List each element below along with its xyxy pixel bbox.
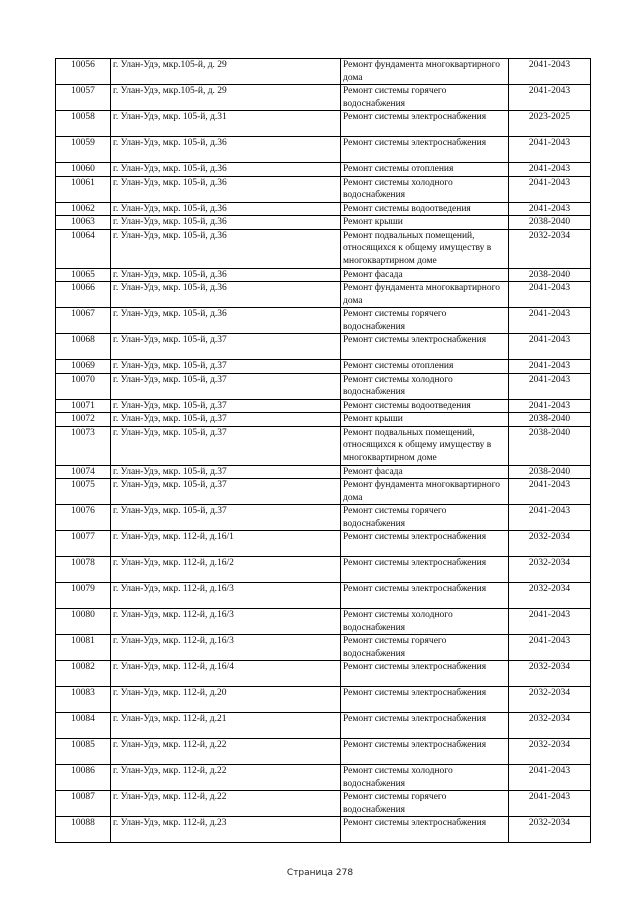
period-cell: 2041-2043 (509, 163, 591, 177)
period-cell: 2041-2043 (509, 334, 591, 360)
work-type-cell: Ремонт системы холодного водоснабжения (341, 373, 509, 399)
period-cell: 2023-2025 (509, 111, 591, 137)
period-cell: 2041-2043 (509, 635, 591, 661)
row-number-cell: 10058 (56, 111, 111, 137)
work-type-cell: Ремонт системы электроснабжения (341, 739, 509, 765)
table-row (56, 137, 591, 163)
row-number-cell: 10087 (56, 791, 111, 817)
address-cell: г. Улан-Удэ, мкр. 112-й, д.20 (111, 687, 341, 713)
address-cell: г. Улан-Удэ, мкр. 105-й, д.37 (111, 334, 341, 360)
address-cell: г. Улан-Удэ, мкр. 105-й, д.36 (111, 202, 341, 216)
address-cell: г. Улан-Удэ, мкр.105-й, д. 29 (111, 85, 341, 111)
work-type-cell: Ремонт системы электроснабжения (341, 334, 509, 360)
row-number-cell: 10056 (56, 59, 111, 85)
table-row (56, 229, 591, 268)
table-row (56, 399, 591, 413)
row-number-cell: 10076 (56, 505, 111, 531)
row-number-cell: 10065 (56, 268, 111, 282)
address-cell: г. Улан-Удэ, мкр. 112-й, д.22 (111, 739, 341, 765)
row-number-cell: 10069 (56, 360, 111, 374)
address-cell: г. Улан-Удэ, мкр. 105-й, д.36 (111, 216, 341, 230)
address-cell: г. Улан-Удэ, мкр. 112-й, д.16/2 (111, 557, 341, 583)
address-cell: г. Улан-Удэ, мкр. 112-й, д.16/3 (111, 583, 341, 609)
table-row (56, 163, 591, 177)
address-cell: г. Улан-Удэ, мкр. 105-й, д.37 (111, 505, 341, 531)
address-cell: г. Улан-Удэ, мкр. 105-й, д.36 (111, 176, 341, 202)
address-cell: г. Улан-Удэ, мкр. 105-й, д.37 (111, 413, 341, 427)
table-row (56, 85, 591, 111)
table-row (56, 334, 591, 360)
row-number-cell: 10074 (56, 465, 111, 479)
row-number-cell: 10077 (56, 531, 111, 557)
period-cell: 2032-2034 (509, 531, 591, 557)
work-type-cell: Ремонт системы горячего водоснабжения (341, 791, 509, 817)
row-number-cell: 10086 (56, 765, 111, 791)
repair-schedule-table (55, 58, 591, 843)
work-type-cell: Ремонт системы отопления (341, 360, 509, 374)
table-row (56, 531, 591, 557)
table-body (56, 59, 591, 843)
work-type-cell: Ремонт системы электроснабжения (341, 557, 509, 583)
address-cell: г. Улан-Удэ, мкр.105-й, д. 29 (111, 59, 341, 85)
address-cell: г. Улан-Удэ, мкр. 105-й, д.36 (111, 308, 341, 334)
row-number-cell: 10082 (56, 661, 111, 687)
table-row (56, 268, 591, 282)
address-cell: г. Улан-Удэ, мкр. 112-й, д.22 (111, 791, 341, 817)
table-row (56, 557, 591, 583)
period-cell: 2038-2040 (509, 216, 591, 230)
row-number-cell: 10085 (56, 739, 111, 765)
table-row (56, 426, 591, 465)
work-type-cell: Ремонт системы горячего водоснабжения (341, 85, 509, 111)
period-cell: 2038-2040 (509, 465, 591, 479)
work-type-cell: Ремонт системы электроснабжения (341, 661, 509, 687)
period-cell: 2041-2043 (509, 765, 591, 791)
row-number-cell: 10070 (56, 373, 111, 399)
table-row (56, 308, 591, 334)
period-cell: 2038-2040 (509, 426, 591, 465)
table-row (56, 765, 591, 791)
row-number-cell: 10080 (56, 609, 111, 635)
period-cell: 2032-2034 (509, 817, 591, 843)
work-type-cell: Ремонт системы электроснабжения (341, 817, 509, 843)
table-row (56, 216, 591, 230)
work-type-cell: Ремонт системы горячего водоснабжения (341, 635, 509, 661)
address-cell: г. Улан-Удэ, мкр. 112-й, д.16/1 (111, 531, 341, 557)
work-type-cell: Ремонт системы холодного водоснабжения (341, 176, 509, 202)
row-number-cell: 10075 (56, 479, 111, 505)
address-cell: г. Улан-Удэ, мкр. 112-й, д.23 (111, 817, 341, 843)
period-cell: 2041-2043 (509, 202, 591, 216)
period-cell: 2032-2034 (509, 661, 591, 687)
row-number-cell: 10067 (56, 308, 111, 334)
address-cell: г. Улан-Удэ, мкр. 105-й, д.36 (111, 268, 341, 282)
period-cell: 2041-2043 (509, 505, 591, 531)
work-type-cell: Ремонт фасада (341, 465, 509, 479)
table-row (56, 465, 591, 479)
row-number-cell: 10063 (56, 216, 111, 230)
address-cell: г. Улан-Удэ, мкр. 112-й, д.16/4 (111, 661, 341, 687)
period-cell: 2032-2034 (509, 687, 591, 713)
table-row (56, 59, 591, 85)
period-cell: 2041-2043 (509, 791, 591, 817)
period-cell: 2041-2043 (509, 609, 591, 635)
work-type-cell: Ремонт фундамента многоквартирного дома (341, 479, 509, 505)
address-cell: г. Улан-Удэ, мкр. 105-й, д.37 (111, 465, 341, 479)
table-row (56, 583, 591, 609)
period-cell: 2032-2034 (509, 739, 591, 765)
row-number-cell: 10088 (56, 817, 111, 843)
table-row (56, 282, 591, 308)
work-type-cell: Ремонт системы водоотведения (341, 399, 509, 413)
table-row (56, 111, 591, 137)
period-cell: 2032-2034 (509, 583, 591, 609)
address-cell: г. Улан-Удэ, мкр. 112-й, д.21 (111, 713, 341, 739)
row-number-cell: 10071 (56, 399, 111, 413)
row-number-cell: 10059 (56, 137, 111, 163)
table-row (56, 791, 591, 817)
address-cell: г. Улан-Удэ, мкр. 105-й, д.37 (111, 399, 341, 413)
table-row (56, 713, 591, 739)
address-cell: г. Улан-Удэ, мкр. 105-й, д.36 (111, 137, 341, 163)
period-cell: 2032-2034 (509, 557, 591, 583)
work-type-cell: Ремонт системы электроснабжения (341, 531, 509, 557)
row-number-cell: 10057 (56, 85, 111, 111)
work-type-cell: Ремонт системы электроснабжения (341, 687, 509, 713)
period-cell: 2041-2043 (509, 137, 591, 163)
work-type-cell: Ремонт системы холодного водоснабжения (341, 609, 509, 635)
period-cell: 2041-2043 (509, 373, 591, 399)
table-row (56, 609, 591, 635)
work-type-cell: Ремонт системы электроснабжения (341, 137, 509, 163)
work-type-cell: Ремонт системы электроснабжения (341, 713, 509, 739)
work-type-cell: Ремонт фасада (341, 268, 509, 282)
address-cell: г. Улан-Удэ, мкр. 105-й, д.36 (111, 282, 341, 308)
table-row (56, 687, 591, 713)
table-row (56, 360, 591, 374)
address-cell: г. Улан-Удэ, мкр. 105-й, д.37 (111, 426, 341, 465)
period-cell: 2041-2043 (509, 176, 591, 202)
work-type-cell: Ремонт крыши (341, 216, 509, 230)
row-number-cell: 10062 (56, 202, 111, 216)
period-cell: 2038-2040 (509, 268, 591, 282)
table-row (56, 413, 591, 427)
row-number-cell: 10073 (56, 426, 111, 465)
period-cell: 2041-2043 (509, 360, 591, 374)
row-number-cell: 10061 (56, 176, 111, 202)
work-type-cell: Ремонт подвальных помещений, относящихся к общему имуществу в многоквартирном доме (341, 229, 509, 268)
address-cell: г. Улан-Удэ, мкр. 112-й, д.22 (111, 765, 341, 791)
work-type-cell: Ремонт системы электроснабжения (341, 583, 509, 609)
address-cell: г. Улан-Удэ, мкр. 105-й, д.36 (111, 229, 341, 268)
row-number-cell: 10078 (56, 557, 111, 583)
row-number-cell: 10068 (56, 334, 111, 360)
work-type-cell: Ремонт системы горячего водоснабжения (341, 505, 509, 531)
row-number-cell: 10066 (56, 282, 111, 308)
work-type-cell: Ремонт подвальных помещений, относящихся к общему имуществу в многоквартирном доме (341, 426, 509, 465)
period-cell: 2041-2043 (509, 399, 591, 413)
row-number-cell: 10079 (56, 583, 111, 609)
table-row (56, 635, 591, 661)
period-cell: 2041-2043 (509, 59, 591, 85)
period-cell: 2038-2040 (509, 413, 591, 427)
table-row (56, 505, 591, 531)
work-type-cell: Ремонт системы холодного водоснабжения (341, 765, 509, 791)
address-cell: г. Улан-Удэ, мкр. 105-й, д.36 (111, 163, 341, 177)
period-cell: 2041-2043 (509, 282, 591, 308)
work-type-cell: Ремонт системы водоотведения (341, 202, 509, 216)
address-cell: г. Улан-Удэ, мкр. 112-й, д.16/3 (111, 635, 341, 661)
work-type-cell: Ремонт фундамента многоквартирного дома (341, 59, 509, 85)
row-number-cell: 10060 (56, 163, 111, 177)
table-row (56, 479, 591, 505)
row-number-cell: 10072 (56, 413, 111, 427)
work-type-cell: Ремонт системы горячего водоснабжения (341, 308, 509, 334)
work-type-cell: Ремонт системы электроснабжения (341, 111, 509, 137)
address-cell: г. Улан-Удэ, мкр. 105-й, д.37 (111, 360, 341, 374)
address-cell: г. Улан-Удэ, мкр. 105-й, д.37 (111, 373, 341, 399)
table-row (56, 817, 591, 843)
period-cell: 2032-2034 (509, 229, 591, 268)
table-row (56, 739, 591, 765)
period-cell: 2041-2043 (509, 85, 591, 111)
table-row (56, 202, 591, 216)
address-cell: г. Улан-Удэ, мкр. 105-й, д.37 (111, 479, 341, 505)
table-row (56, 373, 591, 399)
table-row (56, 661, 591, 687)
period-cell: 2041-2043 (509, 308, 591, 334)
work-type-cell: Ремонт крыши (341, 413, 509, 427)
row-number-cell: 10081 (56, 635, 111, 661)
page-number: Страница 278 (286, 868, 354, 878)
table-row (56, 176, 591, 202)
address-cell: г. Улан-Удэ, мкр. 112-й, д.16/3 (111, 609, 341, 635)
work-type-cell: Ремонт фундамента многоквартирного дома (341, 282, 509, 308)
row-number-cell: 10083 (56, 687, 111, 713)
period-cell: 2041-2043 (509, 479, 591, 505)
address-cell: г. Улан-Удэ, мкр. 105-й, д.31 (111, 111, 341, 137)
period-cell: 2032-2034 (509, 713, 591, 739)
row-number-cell: 10064 (56, 229, 111, 268)
work-type-cell: Ремонт системы отопления (341, 163, 509, 177)
row-number-cell: 10084 (56, 713, 111, 739)
